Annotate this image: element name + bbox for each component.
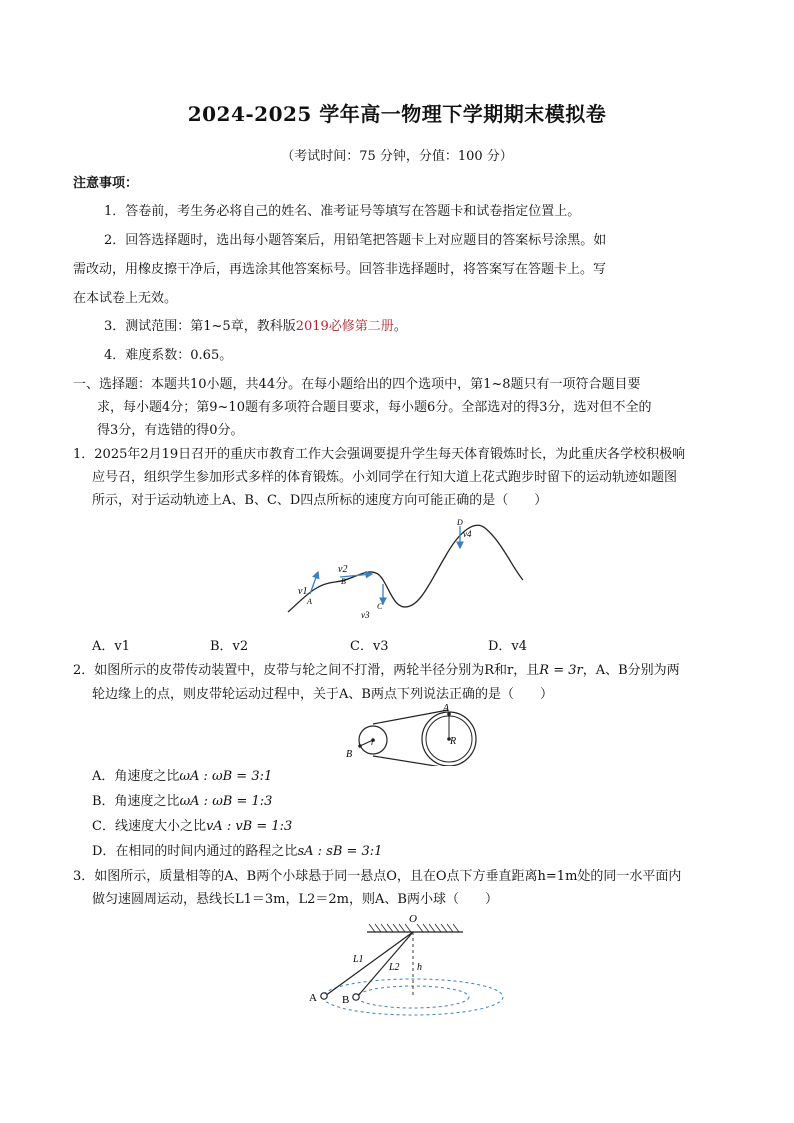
q2-option-b: B．角速度之比ωA : ωB = 1:3: [92, 794, 273, 809]
velocity-arrow-v1: [310, 572, 318, 594]
label-v3: v3: [361, 610, 370, 620]
notice-heading: 注意事项：: [73, 176, 139, 191]
label-point-b: B: [346, 749, 353, 760]
label-point-a: A: [443, 703, 450, 714]
ball-b: [353, 994, 359, 1000]
notice-item-3-prefix: 3．测试范围：第1~5章，教科版: [104, 319, 296, 334]
q1-option-d: D．v4: [488, 639, 528, 654]
q2-option-d: D．在相同的时间内通过的路程之比sA : sB = 3:1: [92, 844, 383, 859]
q1-option-a: A．v1: [92, 639, 131, 654]
q2-stem-line-1: [73, 662, 680, 680]
q1-stem-line-2: 应号召，组织学生参加形式多样的体育锻炼。小刘同学在行知大道上花式跑步时留下的运动轨迹如题图: [92, 470, 678, 485]
q1-trajectory-figure: [280, 512, 530, 632]
q2-belt-figure: [338, 702, 488, 766]
notice-item-1: 1．答卷前，考生务必将自己的姓名、准考证号等填写在答题卡和试卷指定位置上。: [104, 204, 581, 219]
q1-option-c: C．v3: [350, 639, 389, 654]
label-point-d: D: [457, 518, 463, 527]
page-title: 2024-2025 学年高一物理下学期期末模拟卷: [187, 102, 607, 126]
section-1-intro-line-2: 求，每小题4分；第9~10题有多项符合题目要求，每小题6分。全部选对的得3分，选对但不全的: [97, 400, 652, 415]
label-ball-b: B: [342, 994, 350, 1006]
q3-stem-line-1: 3．如图所示，质量相等的A、B两个小球悬于同一悬点O，且在O点下方垂直距离h=1m处的同一水平面内: [73, 869, 682, 884]
q2-stem-part-1: 2．如图所示的皮带传动装置中，皮带与轮之间不打滑，两轮半径分别为R和r，且: [73, 663, 540, 678]
q2-stem-line-2: 轮边缘上的点，则皮带轮运动过程中，关于A、B两点下列说法正确的是（ ）: [92, 687, 553, 702]
notice-item-3: [104, 318, 407, 336]
string-l2: [357, 932, 413, 997]
section-1-intro-line-1: 一、选择题：本题共10小题，共44分。在每小题给出的四个选项中，第1~8题只有一项符合题目要: [73, 377, 641, 392]
label-point-a: A: [307, 597, 312, 606]
notice-item-4: 4．难度系数：0.65。: [104, 348, 233, 363]
label-radius-big-r: R: [450, 736, 457, 747]
q3-pendulum-figure: [305, 912, 515, 1022]
q2-option-c-equation: vA : vB = 1:3: [205, 819, 293, 834]
notice-item-2-line-2: 需改动，用橡皮擦干净后，再选涂其他答案标号。回答非选择题时，将答案写在答题卡上。写: [73, 262, 607, 277]
q1-stem-line-1: 1．2025年2月19日召开的重庆市教育工作大会强调要提升学生每天体育锻炼时长，为此重庆各学校积极响: [73, 447, 686, 462]
exam-info: （考试时间：75 分钟，分值：100 分）: [281, 149, 513, 164]
q2-stem-part-2: ，A、B分别为两: [582, 663, 680, 678]
notice-item-2-line-1: 2．回答选择题时，选出每小题答案后，用铅笔把答题卡上对应题目的答案标号涂黑。如: [104, 233, 607, 248]
belt-top: [373, 710, 448, 724]
section-1-intro-line-3: 得3分，有选错的得0分。: [97, 423, 244, 438]
label-ball-a: A: [309, 992, 317, 1004]
notice-item-2-line-3: 在本试卷上无效。: [73, 291, 178, 306]
label-v2: v2: [338, 564, 348, 575]
label-v1: v1: [298, 586, 308, 597]
notice-item-3-suffix: 。: [393, 319, 407, 334]
textbook-highlight: 2019必修第二册: [295, 319, 394, 334]
label-radius-r: r: [371, 737, 375, 747]
trajectory-curve: [288, 525, 523, 612]
belt-bottom: [373, 756, 448, 766]
q2-ratio-equation: R = 3r: [539, 663, 583, 678]
label-point-o: O: [409, 913, 417, 925]
q3-stem-line-2: 做匀速圆周运动，悬线长L1＝3m，L2＝2m，则A、B两小球（ ）: [92, 892, 498, 907]
q2-option-d-equation: sA : sB = 3:1: [297, 844, 383, 859]
ball-a: [321, 993, 327, 999]
q2-option-b-equation: ωA : ωB = 1:3: [179, 794, 273, 809]
label-h: h: [417, 962, 422, 973]
q1-option-b: B．v2: [210, 639, 249, 654]
label-point-b: B: [341, 577, 346, 586]
q1-stem-line-3: 所示，对于运动轨迹上A、B、C、D四点所标的速度方向可能正确的是（ ）: [92, 493, 548, 508]
label-l1: L1: [353, 954, 364, 965]
label-l2: L2: [389, 962, 400, 973]
q2-option-a-equation: ωA : ωB = 3:1: [179, 769, 273, 784]
q2-option-c: C．线速度大小之比vA : vB = 1:3: [92, 819, 293, 834]
q2-option-a: A．角速度之比ωA : ωB = 3:1: [92, 769, 273, 784]
label-v4: v4: [463, 529, 472, 539]
label-point-c: C: [377, 602, 383, 611]
